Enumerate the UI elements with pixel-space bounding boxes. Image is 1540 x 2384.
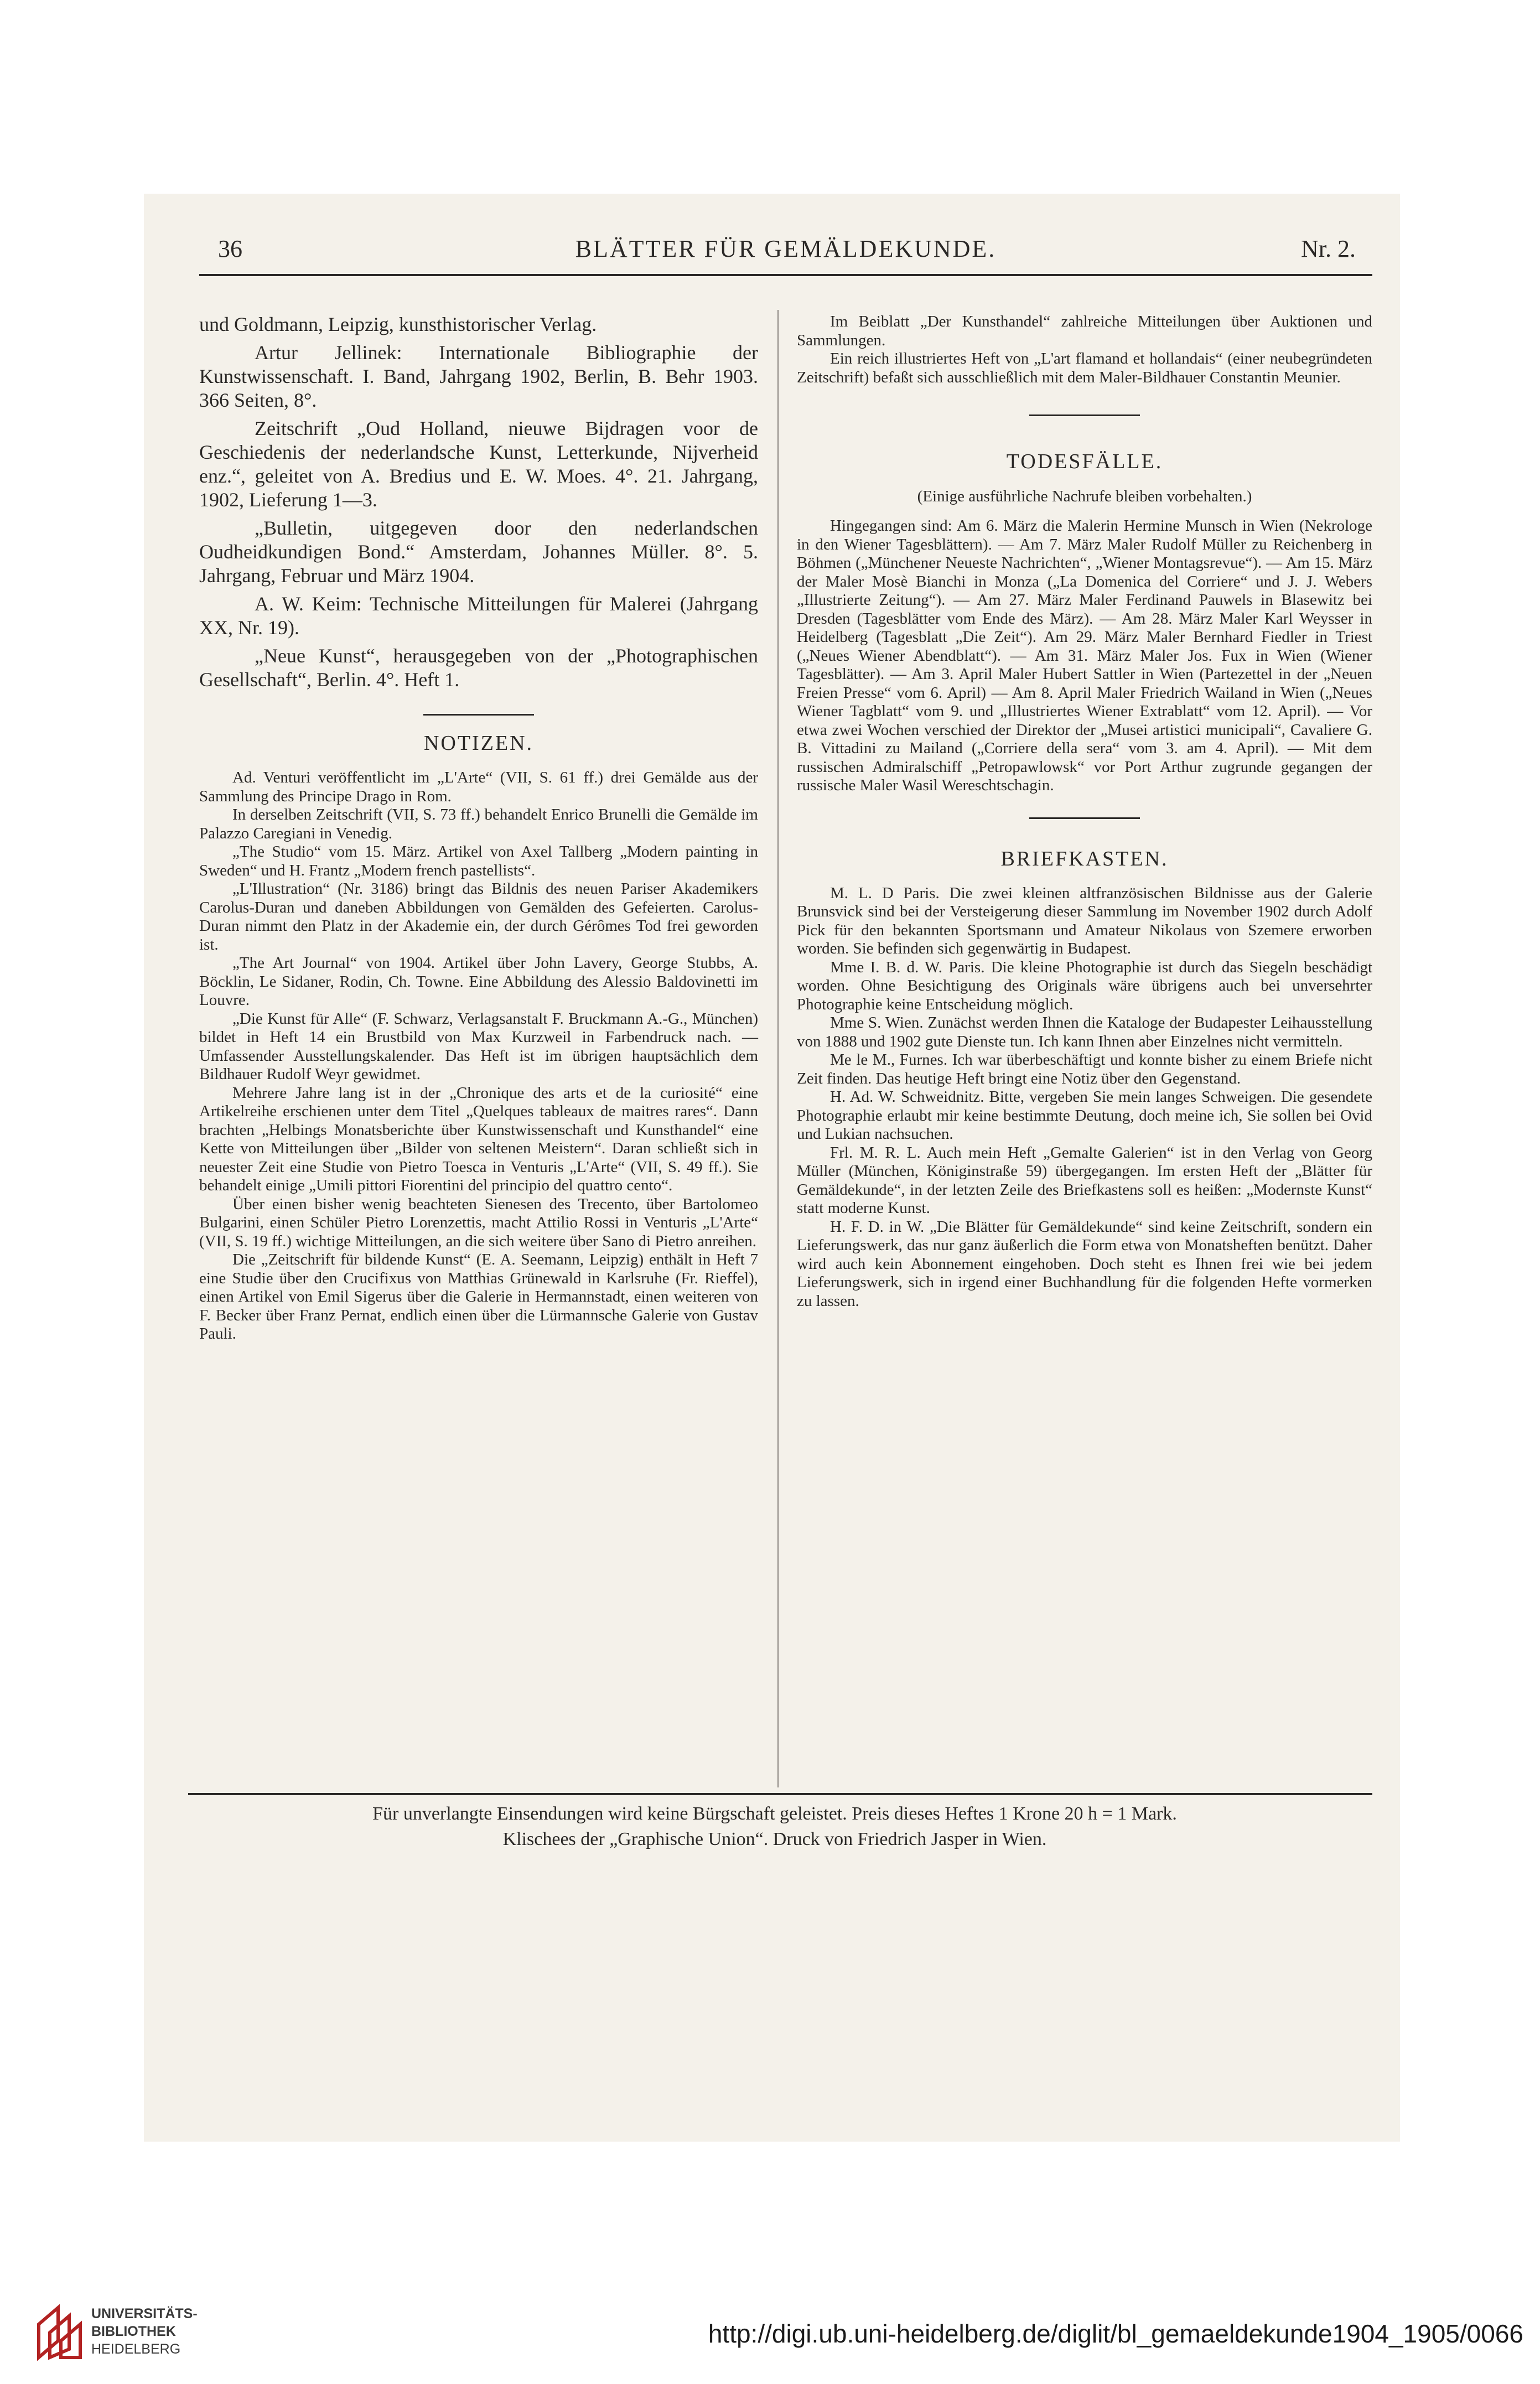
notiz-paragraph: Die „Zeitschrift für bildende Kunst“ (E. A. Seemann, Leipzig) enthält in Heft 7 eine Studie über den Crucifixus von Matthias Grünewald in Karlsruhe (Fr. Rieffel), einen Artikel von Emil Sigerus über die Galerie in Hermannstadt, einen weiteren von F. Becker über Franz Pernat, endlich einen über die Lürmannsche Galerie von Gustav Pauli.: [199, 1251, 758, 1343]
todesfaelle-heading: TODESFÄLLE.: [1006, 450, 1163, 473]
bib-entry: Zeitschrift „Oud Holland, nieuwe Bijdragen voor de Geschiedenis der nederlandsche Kunst, Letterkunde, Nijverheid enz.“, geleitet von A. Bredius und E. W. Moes. 4°. 21. Jahrgang, 1902, Lieferung 1—3.: [199, 417, 758, 511]
letter-reply: H. F. D. in W. „Die Blätter für Gemäldekunde“ sind keine Zeitschrift, sondern ein Lieferungswerk, das nur ganz äußerlich die Form etwa von Monatsheften benützt. Daher wird auch kein Abonnement eingehoben. Doch steht es Ihnen frei wie bei jedem Lieferungswerk, sich in irgend einer Buchhandlung für die folgenden Hefte vormerken zu lassen.: [797, 1217, 1372, 1310]
bib-entry: „Neue Kunst“, herausgegeben von der „Photographischen Gesellschaft“, Berlin. 4°. Heft 1.: [199, 645, 758, 691]
letter-reply: M. L. D Paris. Die zwei kleinen altfranzösischen Bildnisse aus der Galerie Brunsvick sind bei der Versteigerung dieser Sammlung im November 1902 durch Adolf Pick für den bekannten Sportsmann und Amateur Nikolaus von Szemere erworben worden. Sie befinden sich gegenwärtig in Budapest.: [797, 884, 1372, 957]
left-column: [199, 313, 758, 1344]
section-divider: [1029, 817, 1140, 819]
letter-reply: Frl. M. R. L. Auch mein Heft „Gemalte Galerien“ ist in den Verlag von Georg Müller (München, Königinstraße 59) übergegangen. Im ersten Heft der „Blätter für Gemäldekunde“, in der letzten Zeile des Briefkastens soll es heißen: „Modernste Kunst“ statt moderne Kunst.: [797, 1143, 1372, 1217]
bib-entry: Artur Jellinek: Internationale Bibliographie der Kunstwissenschaft. I. Band, Jahrgang 1902, Berlin, B. Behr 1903. 366 Seiten, 8°.: [199, 341, 758, 411]
obituary-paragraph: Hingegangen sind: Am 6. März die Malerin Hermine Munsch in Wien (Nekrologe in den Wiener Tagesblättern). — Am 7. März Maler Rudolf Müller zu Reichenberg in Böhmen („Münchener Neueste Nachrichten“, „Wiener Montagsrevue“). — Am 15. März der Maler Mosè Bianchi in Monza („La Domenica del Corriere“ und J. J. Webers „Illustrierte Zeitung“). — Am 27. März Maler Ferdinand Pauwels in Blasewitz bei Dresden (Tagesblätter vom Ende des März). — Am 28. März Maler Karl Weysser in Heidelberg (Tagesblatt „Die Zeit“). Am 29. März Maler Bernhard Fiedler in Triest („Neues Wiener Abendblatt“). — Am 31. März Maler Jos. Fux in Wien (Wiener Tagesblätter). — Am 3. April Maler Hubert Sattler in Wien (Partezettel in der „Neuen Freien Presse“ vom 6. April) — Am 8. April Maler Friedrich Wailand in Wien („Neues Wiener Tagblatt“ vom 9. und „Illustriertes Wiener Extrablatt“ vom 12. April). — Vor etwa zwei Wochen verschied der Direktor der „Musei artistici municipali“, Cavaliere G. B. Vittadini zu Mailand („Corriere della sera“ vom 3. am 4. April). — Mit dem russischen Admiralschiff „Petropawlowsk“ vor Port Arthur zugrunde gegangen der russische Maler Wasil Wereschtschagin.: [797, 517, 1372, 794]
column-divider: [777, 310, 779, 1787]
briefkasten-list: [797, 884, 1372, 1311]
notiz-paragraph: In derselben Zeitschrift (VII, S. 73 ff.) behandelt Enrico Brunelli die Gemälde im Palazzo Caregiani in Venedig.: [199, 806, 758, 842]
notiz-paragraph: „The Art Journal“ von 1904. Artikel über John Lavery, George Stubbs, A. Böcklin, Le Sidaner, Rodin, Ch. Towne. Eine Abbildung des Alessio Baldovinetti im Louvre.: [199, 954, 758, 1009]
notiz-paragraph: „The Studio“ vom 15. März. Artikel von Axel Tallberg „Modern painting in Sweden“ und H. Frantz „Modern french pastellists“.: [199, 843, 758, 879]
briefkasten-heading: BRIEFKASTEN.: [1000, 847, 1169, 870]
todesfaelle-list: [797, 517, 1372, 795]
letter-reply: Me le M., Furnes. Ich war überbeschäftigt und konnte bisher zu einem Briefe nicht Zeit finden. Das heutige Heft bringt eine Notiz über den Gegenstand.: [797, 1051, 1372, 1087]
notiz-paragraph: Ad. Venturi veröffentlicht im „L'Arte“ (VII, S. 61 ff.) drei Gemälde aus der Sammlung des Principe Drago in Rom.: [199, 769, 758, 805]
page-number: 36: [218, 235, 242, 262]
journal-title: BLÄTTER FÜR GEMÄLDEKUNDE.: [575, 235, 997, 262]
bib-entry: A. W. Keim: Technische Mitteilungen für Malerei (Jahrgang XX, Nr. 19).: [199, 593, 758, 639]
section-divider: [423, 714, 534, 716]
notizen-heading: NOTIZEN.: [423, 732, 534, 755]
note-paragraph: Ein reich illustriertes Heft von „L'art flamand et hollandais“ (einer neubegründeten Zeitschrift) befaßt sich ausschließlich mit dem Maler-Bildhauer Constantin Meunier.: [797, 350, 1372, 386]
notiz-paragraph: Mehrere Jahre lang ist in der „Chronique des arts et de la curiosité“ eine Artikelreihe erschienen unter dem Titel „Quelques tableaux de maitres rares“. Dann brachten „Helbings Monatsberichte über Kunstwissenschaft und Kunsthandel“ eine Kette von Mitteilungen über „Bilder von seltenen Meistern“. Daran schließt sich in neuester Zeit eine Studie von Pietro Toesca in Venturis „L'Arte“ (VII, S. 49 ff.). Sie behandelt einige „Umili pittori Fiorentini del principio del quattro cento“.: [199, 1084, 758, 1194]
library-logo-icon: [33, 2302, 83, 2363]
letter-reply: Mme S. Wien. Zunächst werden Ihnen die Kataloge der Budapester Leihausstellung von 1888 und 1902 gute Dienste tun. Ich kann Ihnen aber Einzelnes nicht vermitteln.: [797, 1014, 1372, 1050]
letter-reply: H. Ad. W. Schweidnitz. Bitte, vergeben Sie mein langes Schweigen. Die gesendete Photographie erlaubt mir keine bestimmte Deutung, doch meine ich, Sie sollen bei Ovid und Lukian nachsuchen.: [797, 1088, 1372, 1143]
letter-reply: Mme I. B. d. W. Paris. Die kleine Photographie ist durch das Siegeln beschädigt worden. Ohne Besichtigung des Originals wäre übrigens auch bei unversehrter Photographie keine Entscheidung möglich.: [797, 958, 1372, 1013]
source-url-link[interactable]: http://digi.ub.uni-heidelberg.de/diglit/bl_gemaeldekunde1904_1905/0066: [708, 2319, 1523, 2348]
beiblatt-notes: [797, 313, 1372, 387]
todesfaelle-subtitle: (Einige ausführliche Nachrufe bleiben vorbehalten.): [917, 488, 1252, 505]
library-name-line: HEIDELBERG: [91, 2341, 181, 2357]
note-paragraph: Im Beiblatt „Der Kunsthandel“ zahlreiche Mitteilungen über Auktionen und Sammlungen.: [797, 313, 1372, 349]
library-name-line: UNIVERSITÄTS-: [91, 2306, 198, 2321]
bib-entry: „Bulletin, uitgegeven door den nederlandschen Oudheidkundigen Bond.“ Amsterdam, Johannes Müller. 8°. 5. Jahrgang, Februar und März 1904.: [199, 517, 758, 587]
header-rule: [199, 274, 1372, 276]
notiz-paragraph: Über einen bisher wenig beachteten Sienesen des Trecento, über Bartolomeo Bulgarini, einen Schüler Pietro Lorenzettis, macht Attilio Rossi in Venturis „L'Arte“ (VII, S. 19 ff.) wichtige Mitteilungen, an die sich weitere über Sano di Pietro anreihen.: [199, 1195, 758, 1250]
bibliography-list: [199, 313, 758, 692]
footer-line: Klischees der „Graphische Union“. Druck von Friedrich Jasper in Wien.: [502, 1829, 1047, 1849]
footer-line: Für unverlangte Einsendungen wird keine Bürgschaft geleistet. Preis dieses Heftes 1 Krone 20 h = 1 Mark.: [372, 1803, 1177, 1824]
issue-number: Nr. 2.: [1301, 235, 1356, 262]
library-name-line: BIBLIOTHEK: [91, 2324, 176, 2339]
section-divider: [1029, 414, 1140, 416]
notiz-paragraph: „Die Kunst für Alle“ (F. Schwarz, Verlagsanstalt F. Bruckmann A.-G., München) bildet in Heft 14 ein Brustbild von Max Kurzweil in Farbendruck nach. — Umfassender Ausstellungskalender. Das Heft ist im übrigen hauptsächlich dem Bildhauer Rudolf Weyr gewidmet.: [199, 1009, 758, 1083]
footer-rule: [188, 1793, 1372, 1795]
right-column: [797, 313, 1372, 1310]
library-name: [91, 2305, 198, 2358]
page-footer: [177, 1801, 1372, 1852]
notizen-list: [199, 769, 758, 1344]
bib-entry: und Goldmann, Leipzig, kunsthistorischer Verlag.: [199, 313, 597, 335]
page-header: [205, 232, 1367, 271]
notiz-paragraph: „L'Illustration“ (Nr. 3186) bringt das Bildnis des neuen Pariser Akademikers Carolus-Duran und daneben Abbildungen von Gemälden des Gefeierten. Carolus-Duran nimmt den Platz in der Akademie ein, der durch Gérômes Tod frei geworden ist.: [199, 880, 758, 953]
